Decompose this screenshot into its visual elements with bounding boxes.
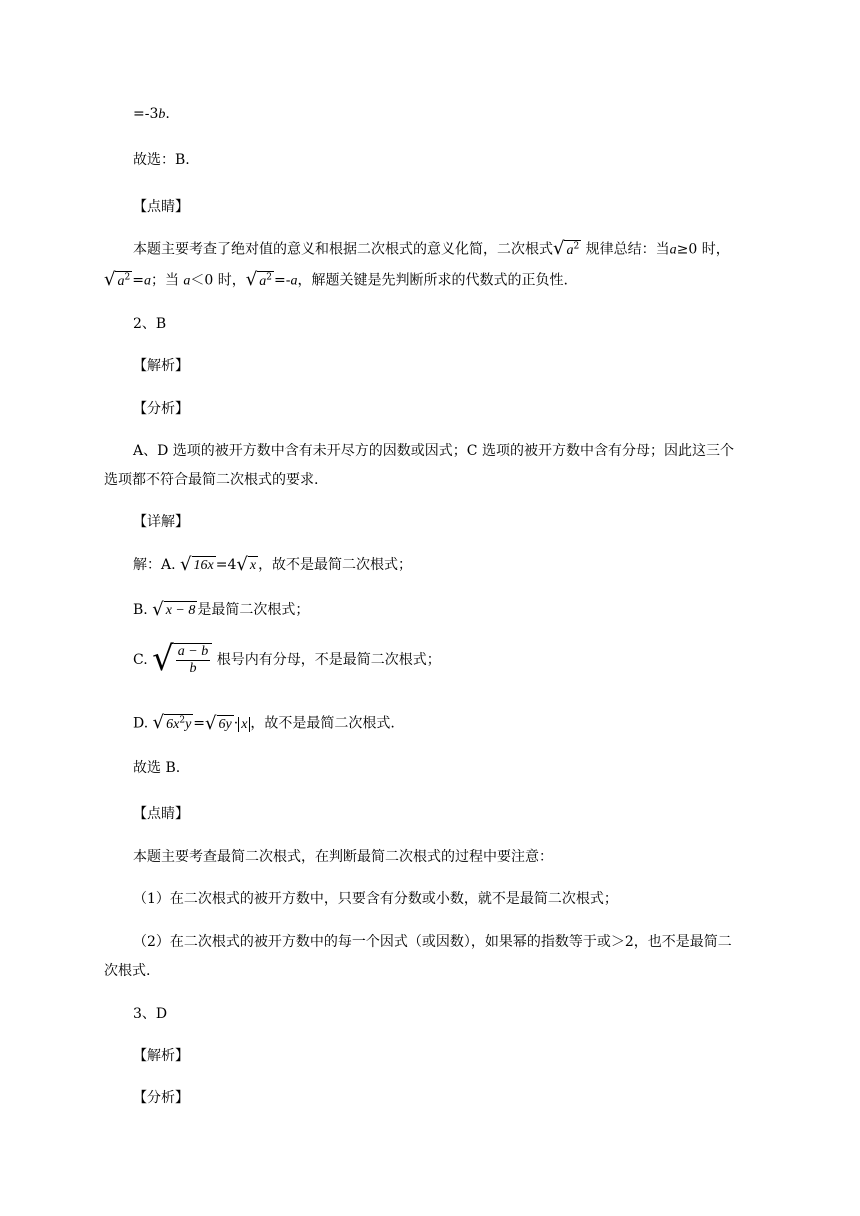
option-d-prefix: D. — [133, 715, 149, 732]
radicand: 6x — [166, 717, 180, 732]
result-period: . — [165, 106, 170, 122]
q2-xiangjie-heading: 【详解】 — [133, 514, 189, 530]
option-b-line — [133, 600, 309, 620]
sqrt-a-squared: √ $a^2$ — [104, 269, 131, 290]
radicand: 6y — [218, 716, 232, 732]
summary-text-b: 规律总结：当 — [585, 241, 670, 258]
summary-line-2 — [104, 270, 568, 292]
option-a-line — [133, 555, 412, 575]
var-a: a — [143, 273, 151, 289]
summary-text: ＜0 时， — [190, 272, 246, 289]
q2-answer: 2、B — [133, 316, 167, 332]
var-a: a — [290, 273, 298, 289]
sqrt-fraction: √ $\frac{a - b}{b}$ — [152, 640, 212, 680]
choice-line: 故选：B. — [133, 152, 190, 168]
q2-note: 本题主要考查最简二次根式，在判断最简二次根式的过程中要注意： — [133, 849, 553, 865]
equals: = — [193, 715, 206, 732]
equals: =4 — [215, 557, 237, 573]
var-a: a — [669, 242, 677, 258]
radicand: a — [259, 274, 267, 289]
result-text: =-3 — [133, 106, 159, 122]
q2-note-1: （1）在二次根式的被开方数中，只要含有分数或小数，就不是最简二次根式； — [133, 891, 618, 907]
fraction — [176, 644, 210, 677]
q2-note-2b: 次根式. — [104, 963, 151, 979]
q2-choice: 故选 B. — [133, 760, 181, 776]
sqrt-x-minus-8: √ x − 8 — [152, 599, 196, 620]
result-variable: b — [158, 107, 166, 122]
q2-analysis-line-2: 选项都不符合最简二次根式的要求. — [104, 472, 319, 488]
radicand: x − 8 — [165, 603, 196, 618]
summary-text: ，解题关键是先判断所求的代数式的正负性. — [297, 272, 568, 289]
absolute-value-x: x — [238, 717, 250, 732]
fraction-denominator: b — [189, 661, 197, 676]
sqrt-x: √ x — [236, 554, 257, 575]
q2-jiexi-heading: 【解析】 — [133, 358, 189, 374]
summary-text-c: ≥0 时， — [676, 241, 730, 258]
sqrt-6y: √ 6y — [205, 712, 232, 734]
option-a-text: ，故不是最简二次根式； — [258, 557, 413, 573]
fraction-numerator: a − b — [177, 644, 209, 659]
option-c-text: 根号内有分母，不是最简二次根式； — [216, 652, 441, 668]
sqrt-6x2y: √ $6x^2y$ — [152, 712, 192, 733]
radicand: 16x — [193, 558, 214, 573]
option-b-text: 是最简二次根式； — [197, 602, 310, 618]
q3-answer: 3、D — [133, 1006, 168, 1022]
option-d-text: ，故不是最简二次根式. — [250, 715, 395, 732]
option-a-prefix: 解：A. — [133, 557, 176, 573]
summary-line-1 — [133, 239, 730, 261]
equals-negative: =- — [273, 272, 291, 289]
multiply-dot: · — [233, 715, 239, 732]
radicand: a — [566, 243, 574, 258]
var-a: a — [183, 273, 191, 289]
dianjing-heading: 【点睛】 — [133, 199, 189, 215]
option-d-line — [133, 713, 395, 735]
summary-text: ；当 — [150, 272, 179, 289]
option-b-prefix: B. — [133, 602, 148, 618]
q3-fenxi-heading: 【分析】 — [133, 1090, 189, 1106]
sqrt-a-squared: √ $a^2$ — [245, 269, 272, 290]
radicand: x — [249, 558, 257, 573]
q2-fenxi-heading: 【分析】 — [133, 401, 189, 417]
summary-text-a: 本题主要考查了绝对值的意义和根据二次根式的意义化简，二次根式 — [133, 241, 553, 258]
radicand: a — [117, 274, 125, 289]
option-c-line — [133, 640, 441, 680]
q2-analysis-line-1: A、D 选项的被开方数中含有未开尽方的因数或因式；C 选项的被开方数中含有分母；因此这三个 — [133, 443, 734, 459]
equals: = — [132, 272, 144, 289]
sqrt-16x: √ 16x — [180, 554, 214, 575]
sqrt-a-squared: √ $a^2$ — [553, 238, 580, 259]
q3-jiexi-heading: 【解析】 — [133, 1048, 189, 1064]
option-c-prefix: C. — [133, 652, 148, 668]
radicand-y: y — [185, 717, 192, 732]
result-line — [133, 104, 170, 125]
q2-note-2a: （2）在二次根式的被开方数中的每一个因式（或因数），如果幂的指数等于或＞2，也不是最简二 — [133, 934, 732, 950]
q2-dianjing-heading: 【点睛】 — [133, 806, 189, 822]
